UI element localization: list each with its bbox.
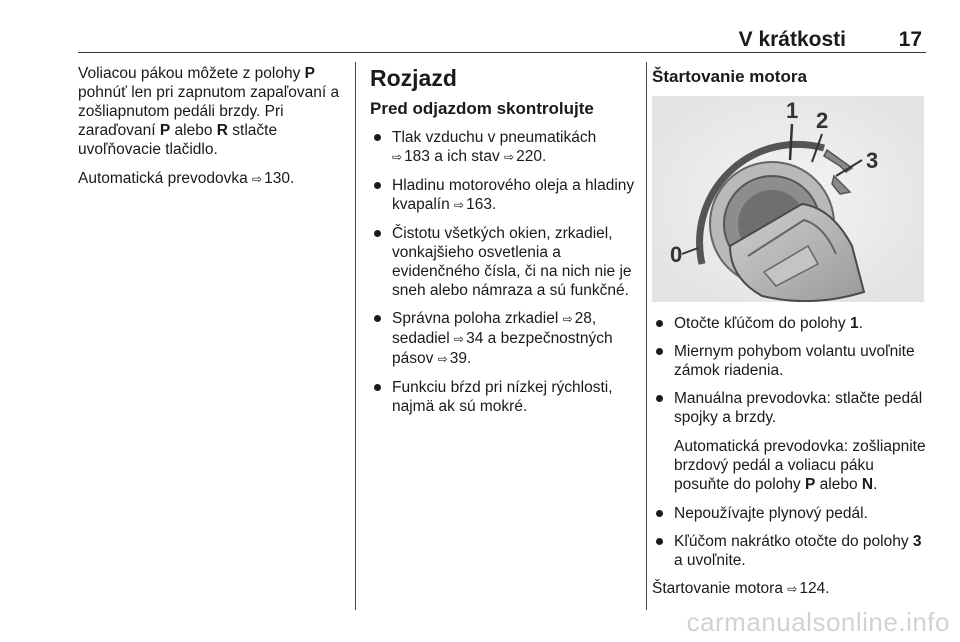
page-number: 17 [898, 28, 922, 51]
automatic-note: Automatická prevodovka: zošliapnite brzdový pedál a voliacu páku posuňte do polohy P alebo N. [674, 438, 926, 493]
list-item: Otočte kľúčom do polohy 1. [652, 314, 930, 333]
column-middle [370, 64, 636, 425]
ignition-key-illustration [652, 96, 924, 302]
position-label-0: 0 [670, 242, 683, 267]
list-item: Miernym pohybom volantu uvoľnite zámok riadenia. [652, 342, 930, 380]
column-divider [355, 62, 356, 610]
position-label-2: 2 [816, 108, 829, 133]
position-label-3: 3 [866, 148, 879, 173]
subsection-heading: Pred odjazdom skontrolujte [370, 99, 594, 118]
checklist [370, 128, 636, 416]
list-item: Hladinu motorového oleja a hladiny kvapalín ⇨ 163. [370, 176, 636, 215]
page-ref-icon: ⇨ [392, 150, 403, 164]
column-divider [646, 62, 647, 610]
automatic-transmission-ref: Automatická prevodovka ⇨ 130. [78, 170, 295, 187]
list-item: Kľúčom nakrátko otočte do polohy 3 a uvoľnite. [652, 532, 930, 570]
page-ref-icon: ⇨ [562, 312, 573, 326]
position-label-1: 1 [786, 98, 799, 123]
page-ref-icon: ⇨ [252, 172, 263, 186]
list-item: Tlak vzduchu v pneumatikách ⇨ 183 a ich stav ⇨ 220. [370, 128, 636, 167]
section-heading: Rozjazd [370, 65, 457, 91]
page-ref-icon: ⇨ [437, 352, 448, 366]
watermark: carmanualsonline.info [686, 607, 950, 637]
list-item: Manuálna prevodovka: stlačte pedál spojky a brzdy. Automatická prevodovka: zošliapnite brzdový pedál a voliacu páku posuňte do polohy P alebo N. [652, 389, 930, 494]
section-title: V krátkosti [738, 28, 846, 51]
page-link[interactable]: 130. [264, 170, 295, 187]
list-item: Správna poloha zrkadiel ⇨ 28, sedadiel ⇨ 34 a bezpečnostných pásov ⇨ 39. [370, 309, 636, 369]
engine-start-ref: Štartovanie motora ⇨ 124. [652, 580, 830, 597]
list-item: Čistotu všetkých okien, zrkadiel, vonkajšieho osvetlenia a evidenčného čísla, či na nich nie je sneh alebo námraza a sú funkčné. [370, 224, 636, 300]
column-left [78, 64, 340, 199]
page-header [78, 22, 926, 53]
selector-lever-paragraph: Voliacou pákou môžete z polohy P pohnúť len pri zapnutom zapaľovaní a zošliapnutom pedáli brzdy. Pri zaraďovaní P alebo R stlačte uvoľňovacie tlačidlo. [78, 65, 340, 158]
page-ref-icon: ⇨ [454, 332, 465, 346]
steps-list [652, 314, 930, 570]
column-right [652, 64, 930, 599]
section-heading: Štartovanie motora [652, 67, 807, 86]
page-ref-icon: ⇨ [504, 150, 515, 164]
page-link[interactable]: 124. [799, 580, 830, 597]
page-ref-icon: ⇨ [787, 582, 798, 596]
list-item: Nepoužívajte plynový pedál. [652, 504, 930, 523]
list-item: Funkciu bŕzd pri nízkej rýchlosti, najmä ak sú mokré. [370, 378, 636, 416]
page-ref-icon: ⇨ [454, 198, 465, 212]
